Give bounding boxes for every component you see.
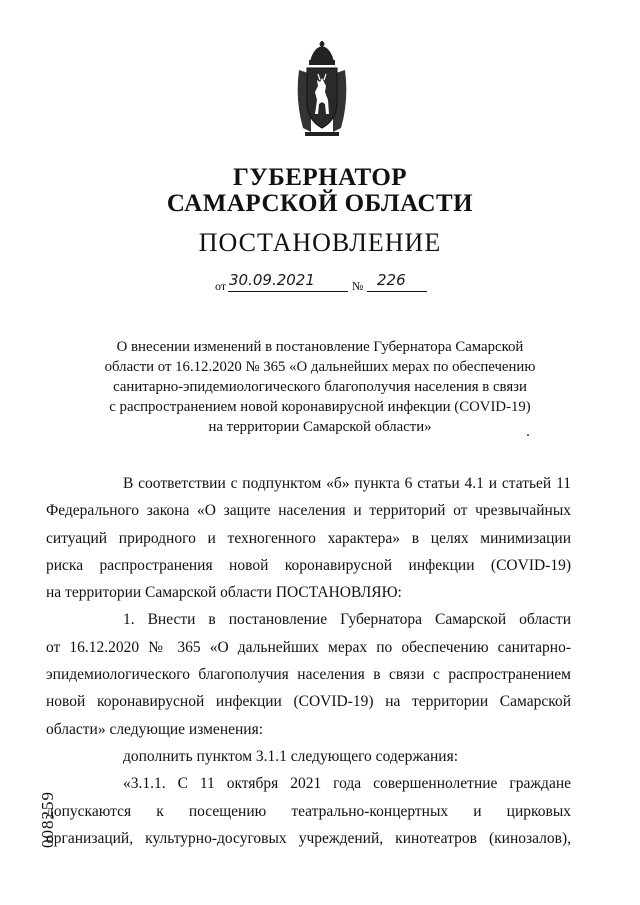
authority-title-line1: ГУБЕРНАТОР <box>232 164 408 191</box>
body-line: организаций, культурно-досуговых учреждений, кинотеатров (кинозалов), <box>46 829 571 847</box>
body-line: дополнить пунктом 3.1.1 следующего содержания: <box>123 747 458 765</box>
body-line: «3.1.1. С 11 октября 2021 года совершеннолетние граждане <box>123 775 571 793</box>
subject-line: санитарно-эпидемиологического благополучия населения в связи <box>113 379 527 395</box>
body-line: допускаются к посещению театрально-концертных и цирковых <box>46 802 571 820</box>
subject-line: на территории Самарской области» <box>208 419 432 435</box>
body-line: В соответствии с подпунктом «б» пункта 6 статьи 4.1 и статьей 11 <box>123 475 571 492</box>
body-line: на территории Самарской области ПОСТАНОВЛЯЮ: <box>46 584 402 602</box>
date-underline <box>228 291 348 292</box>
document-type: ПОСТАНОВЛЕНИЕ <box>198 228 442 257</box>
document-subject <box>80 337 560 437</box>
body-line: от 16.12.2020 № 365 «О дальнейших мерах по обеспечению санитарно- <box>46 638 571 656</box>
body-line: Федерального закона «О защите населения и территорий от чрезвычайных <box>46 502 571 520</box>
side-serial-number: 008259 <box>38 791 57 848</box>
body-line: риска распространения новой коронавирусной инфекции (COVID-19) <box>46 556 571 574</box>
samara-coat-of-arms-icon <box>293 40 351 140</box>
authority-title-line2: САМАРСКОЙ ОБЛАСТИ <box>166 190 474 217</box>
body-line: области» следующие изменения: <box>46 720 264 738</box>
body-line: эпидемиологического благополучия населения в связи с распространением <box>46 666 571 684</box>
date-value: 30.09.2021 <box>229 271 315 289</box>
body-line: 1. Внести в постановление Губернатора Самарской области <box>123 611 571 629</box>
number-value: 226 <box>377 271 406 289</box>
number-prefix: № <box>352 279 364 293</box>
date-number-line <box>215 271 445 294</box>
date-prefix: от <box>215 279 227 293</box>
body-line: ситуаций природного и техногенного характера» в целях минимизации <box>46 529 571 547</box>
body-line: новой коронавирусной инфекции (COVID-19) на территории Самарской <box>46 693 571 711</box>
subject-line: с распространением новой коронавирусной инфекции (COVID-19) <box>109 399 531 415</box>
number-underline <box>367 291 427 292</box>
subject-line: области от 16.12.2020 № 365 «О дальнейших мерах по обеспечению <box>104 359 536 375</box>
subject-line: О внесении изменений в постановление Губернатора Самарской <box>116 339 524 355</box>
scan-speck <box>527 434 529 436</box>
